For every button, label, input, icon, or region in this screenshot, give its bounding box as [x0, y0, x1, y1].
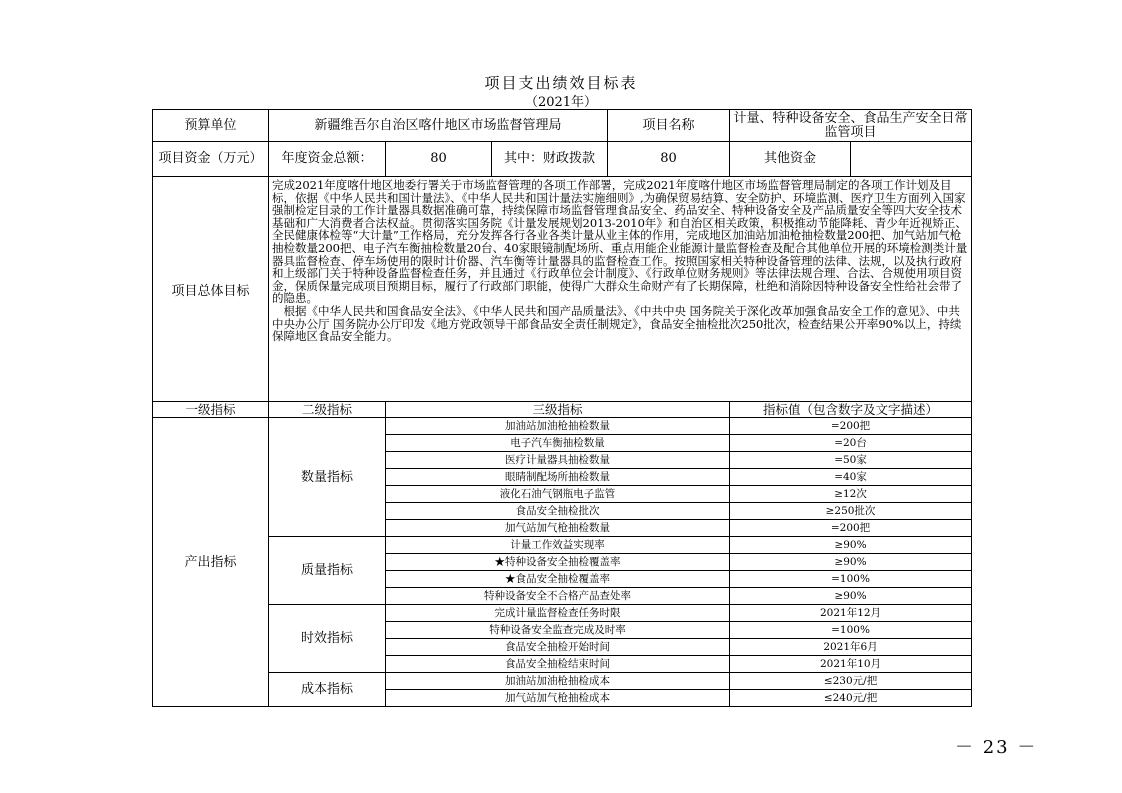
indicator-name: ★食品安全抽检覆盖率 — [386, 571, 730, 588]
indicator-header-row — [153, 402, 972, 418]
level2-header: 二级指标 — [269, 402, 386, 418]
budget-unit-value: 新疆维吾尔自治区喀什地区市场监督管理局 — [269, 110, 608, 142]
indicator-value: ≤240元/把 — [730, 690, 972, 707]
indicator-name: 加气站加气枪抽检成本 — [386, 690, 730, 707]
level3-header: 三级指标 — [386, 402, 730, 418]
indicator-value: 2021年12月 — [730, 605, 972, 622]
overall-goal-label: 项目总体目标 — [153, 177, 269, 402]
indicator-value: =100% — [730, 571, 972, 588]
funds-row — [153, 142, 972, 177]
table-row — [153, 537, 972, 554]
indicator-name: 加气站加气枪抽检数量 — [386, 520, 730, 537]
indicator-value: ≥250批次 — [730, 503, 972, 520]
annual-total-label: 年度资金总额： — [269, 142, 386, 177]
indicator-value: =100% — [730, 622, 972, 639]
level1-header: 一级指标 — [153, 402, 269, 418]
project-name-label: 项目名称 — [608, 110, 730, 142]
overall-goal-text — [269, 177, 972, 402]
table-row — [153, 673, 972, 690]
indicator-name: 食品安全抽检结束时间 — [386, 656, 730, 673]
indicator-name: 加油站加油枪抽检数量 — [386, 418, 730, 435]
other-funds-label: 其他资金 — [730, 142, 851, 177]
indicator-value-header: 指标值（包含数字及文字描述） — [730, 402, 972, 418]
indicator-value: =50家 — [730, 452, 972, 469]
indicator-name: 特种设备安全不合格产品查处率 — [386, 588, 730, 605]
doc-title: 项目支出绩效目标表 — [484, 74, 638, 92]
indicator-name: 眼睛制配场所抽检数量 — [386, 469, 730, 486]
cost-indicator-label: 成本指标 — [269, 673, 386, 707]
indicator-name: 液化石油气钢瓶电子监管 — [386, 486, 730, 503]
annual-total-value: 80 — [386, 142, 492, 177]
fiscal-label: 其中：财政拨款 — [492, 142, 608, 177]
indicator-name: 食品安全抽检批次 — [386, 503, 730, 520]
performance-table — [152, 109, 972, 707]
indicator-value: ≥90% — [730, 554, 972, 571]
indicator-name: 医疗计量器具抽检数量 — [386, 452, 730, 469]
indicator-value: 2021年10月 — [730, 656, 972, 673]
table-row — [153, 605, 972, 622]
goal-paragraph-1: 完成2021年度喀什地区地委行署关于市场监督管理的各项工作部署，完成2021年度喀什地区市场监督管理局制定的各项工作计划及目标，依据《中华人民共和国计量法》、《中华人民共和国计量法实施细则》,为确保贸易结算、安全防护、环境监测、医疗卫生方面列入国家强制检定目录的工作计量器具数据准确可靠，持续保障市场监督管理食品安全、药品安全、特种设备安全及产品质量安全等四大安全技术基础和广大消费者合法权益。贯彻落实国务院《计量发展规划2013-2010年》和自治区相关政策，积极推动节能降耗、青少年近视矫正、全民健康体检等“大计量”工作格局，充分发挥各行各业各类计量从业主体的作用，完成地区加油站加油枪抽检数量200把、加气站加气枪抽检数量200把、电子汽车衡抽检数量20台、40家眼镜制配场所、重点用能企业能源计量监督检查及配合其他单位开展的环境检测类计量器具监督检查、停车场使用的限时计价器、汽车衡等计量器具的监督检查工作。按照国家相关特种设备管理的法律、法规，以及执行政府和上级部门关于特种设备监督检查任务，并且通过《行政单位会计制度》、《行政单位财务规则》等法律法规合理、合法、合规使用项目资金，保质保量完成项目预期目标，履行了行政部门职能，使得广大群众生命财产有了长期保障，杜绝和消除因特种设备安全性给社会带了的隐患。 — [272, 178, 968, 306]
fiscal-value: 80 — [608, 142, 730, 177]
indicator-value: =20台 — [730, 435, 972, 452]
overall-goal-row — [153, 177, 972, 402]
project-name-value: 计量、特种设备安全、食品生产安全日常监管项目 — [730, 110, 972, 142]
table-row — [153, 418, 972, 435]
other-funds-value — [851, 142, 972, 177]
indicator-value: =200把 — [730, 418, 972, 435]
indicator-name: ★特种设备安全抽检覆盖率 — [386, 554, 730, 571]
indicator-value: 2021年6月 — [730, 639, 972, 656]
funds-label: 项目资金（万元） — [153, 142, 269, 177]
quality-indicator-label: 质量指标 — [269, 537, 386, 605]
indicator-name: 加油站加油枪抽检成本 — [386, 673, 730, 690]
indicator-name: 食品安全抽检开始时间 — [386, 639, 730, 656]
indicator-name: 完成计量监督检查任务时限 — [386, 605, 730, 622]
indicator-name: 计量工作效益实现率 — [386, 537, 730, 554]
quantity-indicator-label: 数量指标 — [269, 418, 386, 537]
goal-paragraph-2: 根据《中华人民共和国食品安全法》、《中华人民共和国产品质量法》、《中共中央 国务院关于深化改革加强食品安全工作的意见》、中共中央办公厅 国务院办公厅印发《地方党政领导干部食品安全责任制规定》，食品安全抽检批次250批次，检查结果公开率90%以上，持续保障地区食品安全能力。 — [272, 303, 962, 344]
indicator-value: ≥12次 — [730, 486, 972, 503]
indicator-value: =40家 — [730, 469, 972, 486]
budget-unit-label: 预算单位 — [153, 110, 269, 142]
budget-unit-row — [153, 110, 972, 142]
indicator-value: ≤230元/把 — [730, 673, 972, 690]
page-number: － 23 － — [955, 737, 1038, 758]
indicator-name: 特种设备安全监查完成及时率 — [386, 622, 730, 639]
indicator-name: 电子汽车衡抽检数量 — [386, 435, 730, 452]
indicator-value: =200把 — [730, 520, 972, 537]
doc-year: （2021年） — [524, 95, 598, 110]
indicator-value: ≥90% — [730, 588, 972, 605]
indicator-value: ≥90% — [730, 537, 972, 554]
timeliness-indicator-label: 时效指标 — [269, 605, 386, 673]
output-indicator-label: 产出指标 — [153, 418, 269, 707]
